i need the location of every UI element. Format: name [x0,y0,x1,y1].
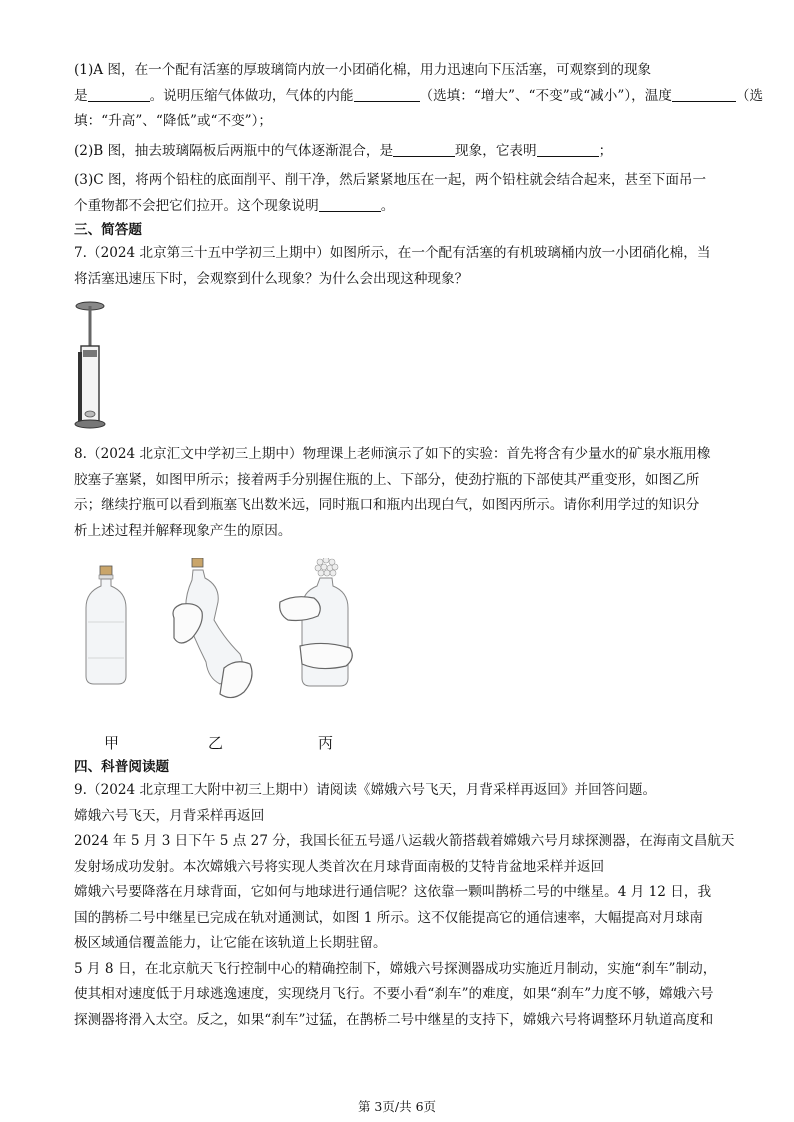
q6-part-c-line1: (3)C 图，将两个铅柱的底面削平、削干净，然后紧紧地压在一起，两个铅柱就会结合起来，甚至下面吊一 [74,172,707,188]
q6-part-a-line3: 填：“升高”、“降低”或“不变”）； [74,113,273,129]
answer-blank[interactable] [537,142,599,157]
q8-line1: 8.（2024 北京汇文中学初三上期中）物理课上老师演示了如下的实验：首先将含有少量水的矿泉水瓶用橡 [74,446,711,462]
bottle-bing [280,558,353,686]
q8-line3: 示；继续拧瓶可以看到瓶塞飞出数米远，同时瓶口和瓶内出现白气，如图丙所示。请你利用学过的知识分 [74,497,700,513]
caption-jia: 甲 [104,734,120,752]
article-p1-line1: 2024 年 5 月 3 日下午 5 点 27 分，我国长征五号遥八运载火箭搭载着嫦娥六号月球探测器，在海南文昌航天 [74,833,735,849]
q6-part-c-line2 [74,194,726,220]
q9-line1: 9.（2024 北京理工大附中初三上期中）请阅读《嫦娥六号飞天，月背采样再返回》并回答问题。 [74,782,657,798]
bottle-illustration [74,558,394,728]
article-title: 嫦娥六号飞天，月背采样再返回 [74,807,265,824]
text-segment: 是 [74,87,88,104]
answer-blank[interactable] [672,87,736,102]
q8-line4: 析上述过程并解释现象产生的原因。 [74,522,292,539]
article-p3-line2: 使其相对速度低于月球逃逸速度，实现绕月飞行。不要小看“刹车”的难度，如果“刹车”力度不够，嫦娥六号 [74,986,714,1002]
answer-blank[interactable] [319,197,381,212]
text-segment: （选填：“增大”、“不变”或“减小”），温度 [419,87,672,104]
page-content [74,58,764,1033]
caption-bing: 丙 [318,734,334,752]
bottle-experiment-figure [74,558,394,758]
section-heading: 四、科普阅读题 [74,759,170,775]
q6-part-a-line2 [74,84,764,110]
article-p3-line1: 5 月 8 日，在北京航天飞行控制中心的精确控制下，嫦娥六号探测器成功实施近月制动，实施“刹车”制动， [74,960,717,977]
text-segment: 个重物都不会把它们拉开。这个现象说明 [74,197,319,214]
text-segment: (2)B 图，抽去玻璃隔板后两瓶中的气体逐渐混合，是 [74,142,394,159]
answer-blank[interactable] [354,87,420,102]
piston-cylinder-illustration [74,296,134,436]
section-heading: 三、简答题 [74,222,142,238]
text-segment: （选 [735,87,764,104]
text-segment: 现象，它表明 [455,142,537,159]
q8-line2: 胶塞子塞紧，如图甲所示；接着两手分别握住瓶的上、下部分，使劲拧瓶的下部使其严重变形，如图乙所 [74,471,700,488]
article-p1-line2: 发射场成功发射。本次嫦娥六号将实现人类首次在月球背面南极的艾特肯盆地采样并返回 [74,858,605,875]
piston-cylinder-figure [74,296,134,436]
q7-line2: 将活塞迅速压下时，会观察到什么现象？为什么会出现这种现象？ [74,270,469,287]
q6-part-a-line1: (1)A 图，在一个配有活塞的厚玻璃筒内放一小团硝化棉，用力迅速向下压活塞，可观察到的现象 [74,62,652,78]
article-p3-line3: 探测器将滑入太空。反之，如果“刹车”过猛，在鹊桥二号中继星的支持下，嫦娥六号将调整环月轨道高度和 [74,1011,714,1028]
text-segment: 。说明压缩气体做功，气体的内能 [149,87,354,104]
q6-part-b [74,139,726,165]
answer-blank[interactable] [88,87,150,102]
answer-blank[interactable] [393,142,455,157]
article-p2-line2: 国的鹊桥二号中继星已完成在轨对通测试，如图 1 所示。这不仅能提高它的通信速率，大幅提高对月球南 [74,909,704,926]
article-p2-line3: 极区域通信覆盖能力，让它能在该轨道上长期驻留。 [74,935,387,951]
bottle-yi [173,558,252,698]
text-segment: 。 [380,197,395,214]
q7-line1: 7.（2024 北京第三十五中学初三上期中）如图所示，在一个配有活塞的有机玻璃桶内放一小团硝化棉，当 [74,245,711,261]
caption-yi: 乙 [208,734,224,752]
text-segment: ； [598,142,613,159]
article-p2-line1: 嫦娥六号要降落在月球背面，它如何与地球进行通信呢？这依靠一颗叫鹊桥二号的中继星。4 月 12 日，我 [74,884,712,900]
page-footer: 第 3页/共 6页 [357,1099,437,1114]
bottle-jia [86,566,126,684]
